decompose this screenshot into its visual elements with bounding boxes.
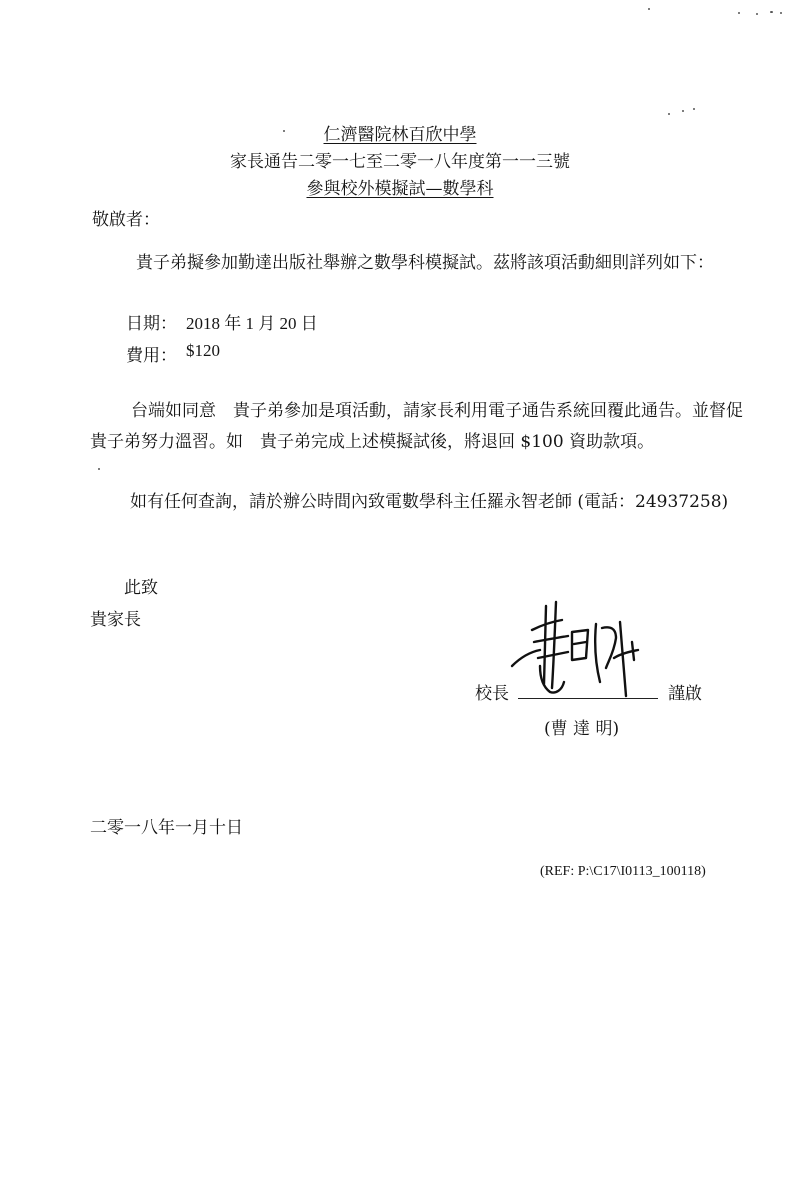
consent-line-2: 貴子弟努力溫習。如 貴子弟完成上述模擬試後，將退回 $100 資助款項。 [90,432,655,452]
fee-label: 費用： [126,346,177,366]
reference-code: (REF: P:\C17\I0113_100118) [540,864,706,879]
scan-speck [770,11,773,13]
scan-speck [648,8,650,10]
scan-speck [693,108,695,110]
enquiry-paragraph: 如有任何查詢，請於辦公時間內致電數學科主任羅永智老師 (電話：24937258) [130,492,729,512]
closing-line-2: 貴家長 [90,610,141,630]
signature-line [518,698,658,699]
principal-signature [510,596,660,700]
school-name: 仁濟醫院林百欣中學 [323,125,477,145]
principal-title: 校長 [475,684,509,704]
notice-subject: 參與校外模擬試—數學科 [306,179,494,199]
fee-value: $120 [186,341,220,360]
scan-speck [756,13,758,15]
date-value: 2018 年 1 月 20 日 [186,314,318,333]
consent-line-1: 台端如同意 貴子弟參加是項活動，請家長利用電子通告系統回覆此通告。並督促 [131,401,743,421]
signature-suffix: 謹啟 [668,684,702,704]
scan-speck [682,110,684,112]
scan-speck [738,12,740,14]
scan-speck [668,113,670,115]
principal-name: (曹 達 明) [544,719,620,739]
notice-number: 家長通告二零一七至二零一八年度第一一三號 [230,152,570,172]
scan-speck [98,468,100,470]
date-label: 日期： [126,314,177,334]
scan-speck [780,12,782,14]
issue-date: 二零一八年一月十日 [90,818,243,838]
closing-line-1: 此致 [124,578,158,598]
salutation: 敬啟者： [92,210,160,230]
intro-paragraph: 貴子弟擬參加勤達出版社舉辦之數學科模擬試。茲將該項活動細則詳列如下： [136,253,714,273]
